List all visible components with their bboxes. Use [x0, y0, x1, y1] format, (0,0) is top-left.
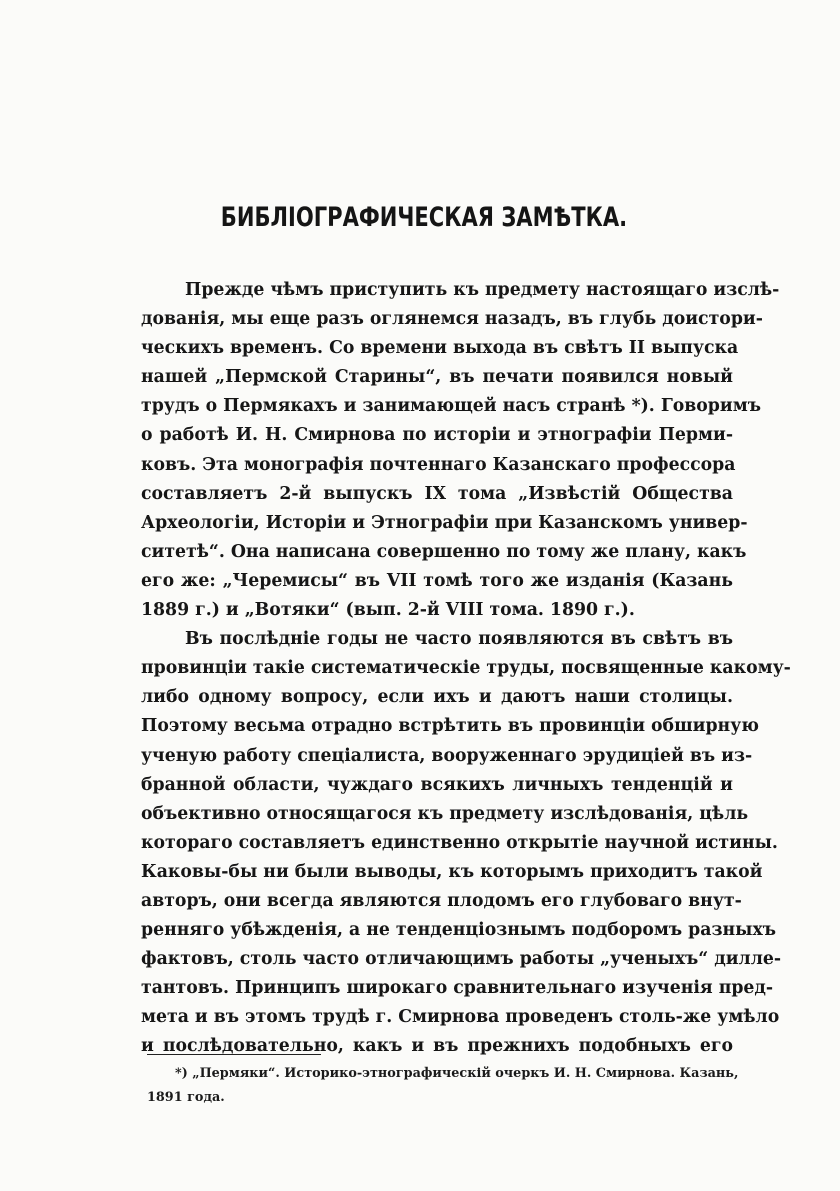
text-line: нашей „Пермской Старины“, въ печати появился новый: [141, 367, 733, 388]
footnote-line: *) „Пермяки“. Историко-этнографическій очеркъ И. Н. Смирнова. Казань,: [175, 1066, 739, 1081]
text-line: котораго составляетъ единственно открытіе научной истины.: [141, 832, 778, 853]
text-line: Поэтому весьма отрадно встрѣтить въ провинціи обширную: [141, 716, 759, 737]
text-line: либо одному вопросу, если ихъ и даютъ наши столицы.: [141, 687, 733, 708]
text-line: провинціи такіе систематическіе труды, посвященные какому-: [141, 658, 791, 679]
footnote: [147, 1062, 739, 1110]
text-line: ренняго убѣжденія, а не тенденціознымъ подборомъ разныхъ: [141, 920, 777, 941]
text-line: трудъ о Пермякахъ и занимающей насъ странѣ *). Говоримъ: [141, 396, 761, 417]
text-line: бранной области, чуждаго всякихъ личныхъ тенденцій и: [141, 774, 733, 795]
text-line: авторъ, они всегда являются плодомъ его глубоваго внут-: [141, 890, 742, 911]
text-line: его же: „Черемисы“ въ VII томѣ того же изданія (Казань: [141, 570, 733, 591]
text-line: тантовъ. Принципъ широкаго сравнительнаго изученія пред-: [141, 978, 774, 999]
text-line: ученую работу спеціалиста, вооруженнаго эрудиціей въ из-: [141, 745, 753, 766]
text-line: Прежде чѣмъ приступить къ предмету настоящаго изслѣ-: [185, 280, 780, 300]
text-line: 1889 г.) и „Вотяки“ (вып. 2-й VIII тома. 1890 г.).: [141, 600, 635, 621]
text-line: мета и въ этомъ трудѣ г. Смирнова проведенъ столь-же умѣло: [141, 1007, 780, 1028]
page-title: БИБЛІОГРАФИЧЕСКАЯ ЗАМѢТКА.: [220, 202, 628, 233]
text-line: объективно относящагося къ предмету изслѣдованія, цѣль: [141, 803, 749, 824]
text-line: составляетъ 2-й выпускъ IX тома „Извѣстій Общества: [141, 483, 733, 504]
footnote-line: 1891 года.: [147, 1090, 225, 1105]
text-line: Археологіи, Исторіи и Этнографіи при Казанскомъ универ-: [141, 512, 748, 533]
text-line: ческихъ временъ. Со времени выхода въ свѣтъ II выпуска: [141, 338, 739, 359]
text-line: фактовъ, столь часто отличающимъ работы „ученыхъ“ дилле-: [141, 949, 782, 970]
text-line: Каковы-бы ни были выводы, къ которымъ приходитъ такой: [141, 861, 763, 882]
text-line: о работѣ И. Н. Смирнова по исторіи и этнографіи Перми-: [141, 425, 733, 446]
text-line: Въ послѣдніе годы не часто появляются въ свѣтъ въ: [185, 629, 733, 650]
text-line: дованія, мы еще разъ оглянемся назадъ, въ глубь доистори-: [141, 309, 763, 330]
text-line: ситетѣ“. Она написана совершенно по тому же плану, какъ: [141, 541, 747, 562]
text-line: ковъ. Эта монографія почтеннаго Казанскаго профессора: [141, 454, 736, 475]
text-line: и послѣдовательно, какъ и въ прежнихъ подобныхъ его: [141, 1036, 733, 1057]
body-text: [141, 276, 791, 1062]
footnote-divider: [147, 1054, 321, 1055]
